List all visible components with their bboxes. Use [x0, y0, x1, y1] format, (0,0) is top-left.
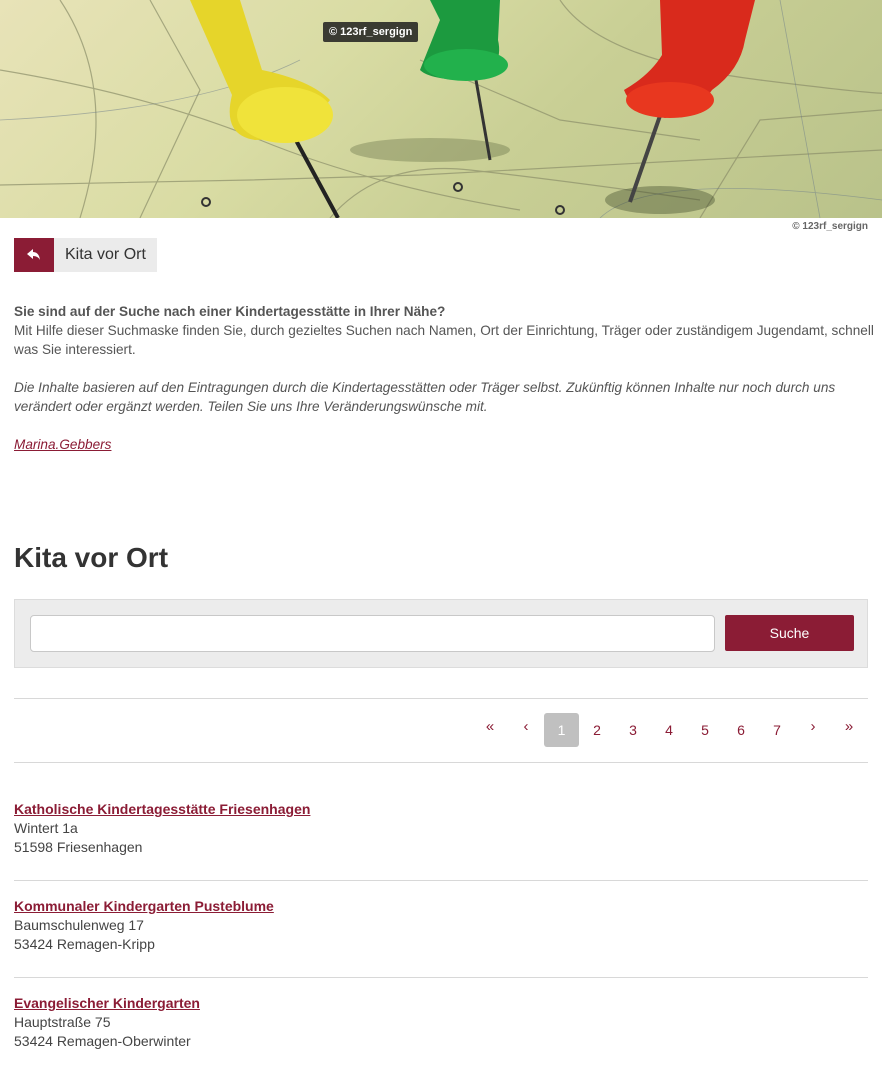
result-city: 53424 Remagen-Oberwinter — [14, 1033, 191, 1049]
reply-arrow-icon-glyph — [27, 249, 41, 261]
intro-text — [14, 302, 874, 454]
first-page-button[interactable]: « — [485, 717, 495, 735]
divider — [14, 880, 868, 881]
photo-credit-badge: © 123rf_sergign — [323, 22, 418, 42]
next-page-button[interactable]: › — [810, 717, 816, 735]
result-street: Baumschulenweg 17 — [14, 917, 144, 933]
prev-page-button[interactable]: ‹ — [523, 717, 529, 735]
result-city: 53424 Remagen-Kripp — [14, 936, 155, 952]
list-item — [14, 800, 868, 857]
page-title: Kita vor Ort — [14, 542, 169, 573]
page-1-button[interactable]: 1 — [544, 713, 579, 747]
pagination — [472, 713, 867, 747]
divider — [14, 762, 868, 763]
intro-lead: Sie sind auf der Suche nach einer Kindertagesstätte in Ihrer Nähe? — [14, 304, 446, 319]
map-pins-illustration — [0, 0, 882, 218]
page-3-button[interactable]: 3 — [629, 722, 637, 738]
divider — [14, 977, 868, 978]
intro-description: Mit Hilfe dieser Suchmaske finden Sie, durch gezieltes Suchen nach Namen, Ort der Einrichtung, Träger oder zuständigem Jugendamt, schnell was Sie interessiert. — [14, 323, 874, 357]
photo-credit: © 123rf_sergign — [792, 221, 868, 232]
result-name-link[interactable]: Kommunaler Kindergarten Pusteblume — [14, 898, 274, 914]
list-item — [14, 994, 868, 1051]
page-4-button[interactable]: 4 — [665, 722, 673, 738]
reply-arrow-icon[interactable] — [14, 238, 54, 272]
page-2-button[interactable]: 2 — [593, 722, 601, 738]
hero-image — [0, 0, 882, 218]
result-city: 51598 Friesenhagen — [14, 839, 143, 855]
page-7-button[interactable]: 7 — [773, 722, 781, 738]
back-label[interactable]: Kita vor Ort — [54, 238, 157, 272]
search-button[interactable]: Suche — [725, 615, 854, 651]
result-name-link[interactable]: Evangelischer Kindergarten — [14, 995, 200, 1011]
contact-link[interactable]: Marina.Gebbers — [14, 437, 112, 452]
page-6-button[interactable]: 6 — [737, 722, 745, 738]
result-street: Hauptstraße 75 — [14, 1014, 111, 1030]
last-page-button[interactable]: » — [844, 717, 854, 735]
result-street: Wintert 1a — [14, 820, 78, 836]
result-name-link[interactable]: Katholische Kindertagesstätte Friesenhagen — [14, 801, 311, 817]
search-input[interactable] — [30, 615, 715, 652]
intro-note: Die Inhalte basieren auf den Eintragungen durch die Kindertagesstätten oder Träger selbst. Zukünftig können Inhalte nur noch durch uns verändert oder ergänzt werden. Teilen Sie uns Ihre Veränderungswünsche mit. — [14, 380, 836, 414]
back-breadcrumb[interactable] — [14, 238, 157, 272]
divider — [14, 698, 868, 699]
list-item — [14, 897, 868, 954]
search-panel — [14, 599, 868, 668]
page-5-button[interactable]: 5 — [701, 722, 709, 738]
